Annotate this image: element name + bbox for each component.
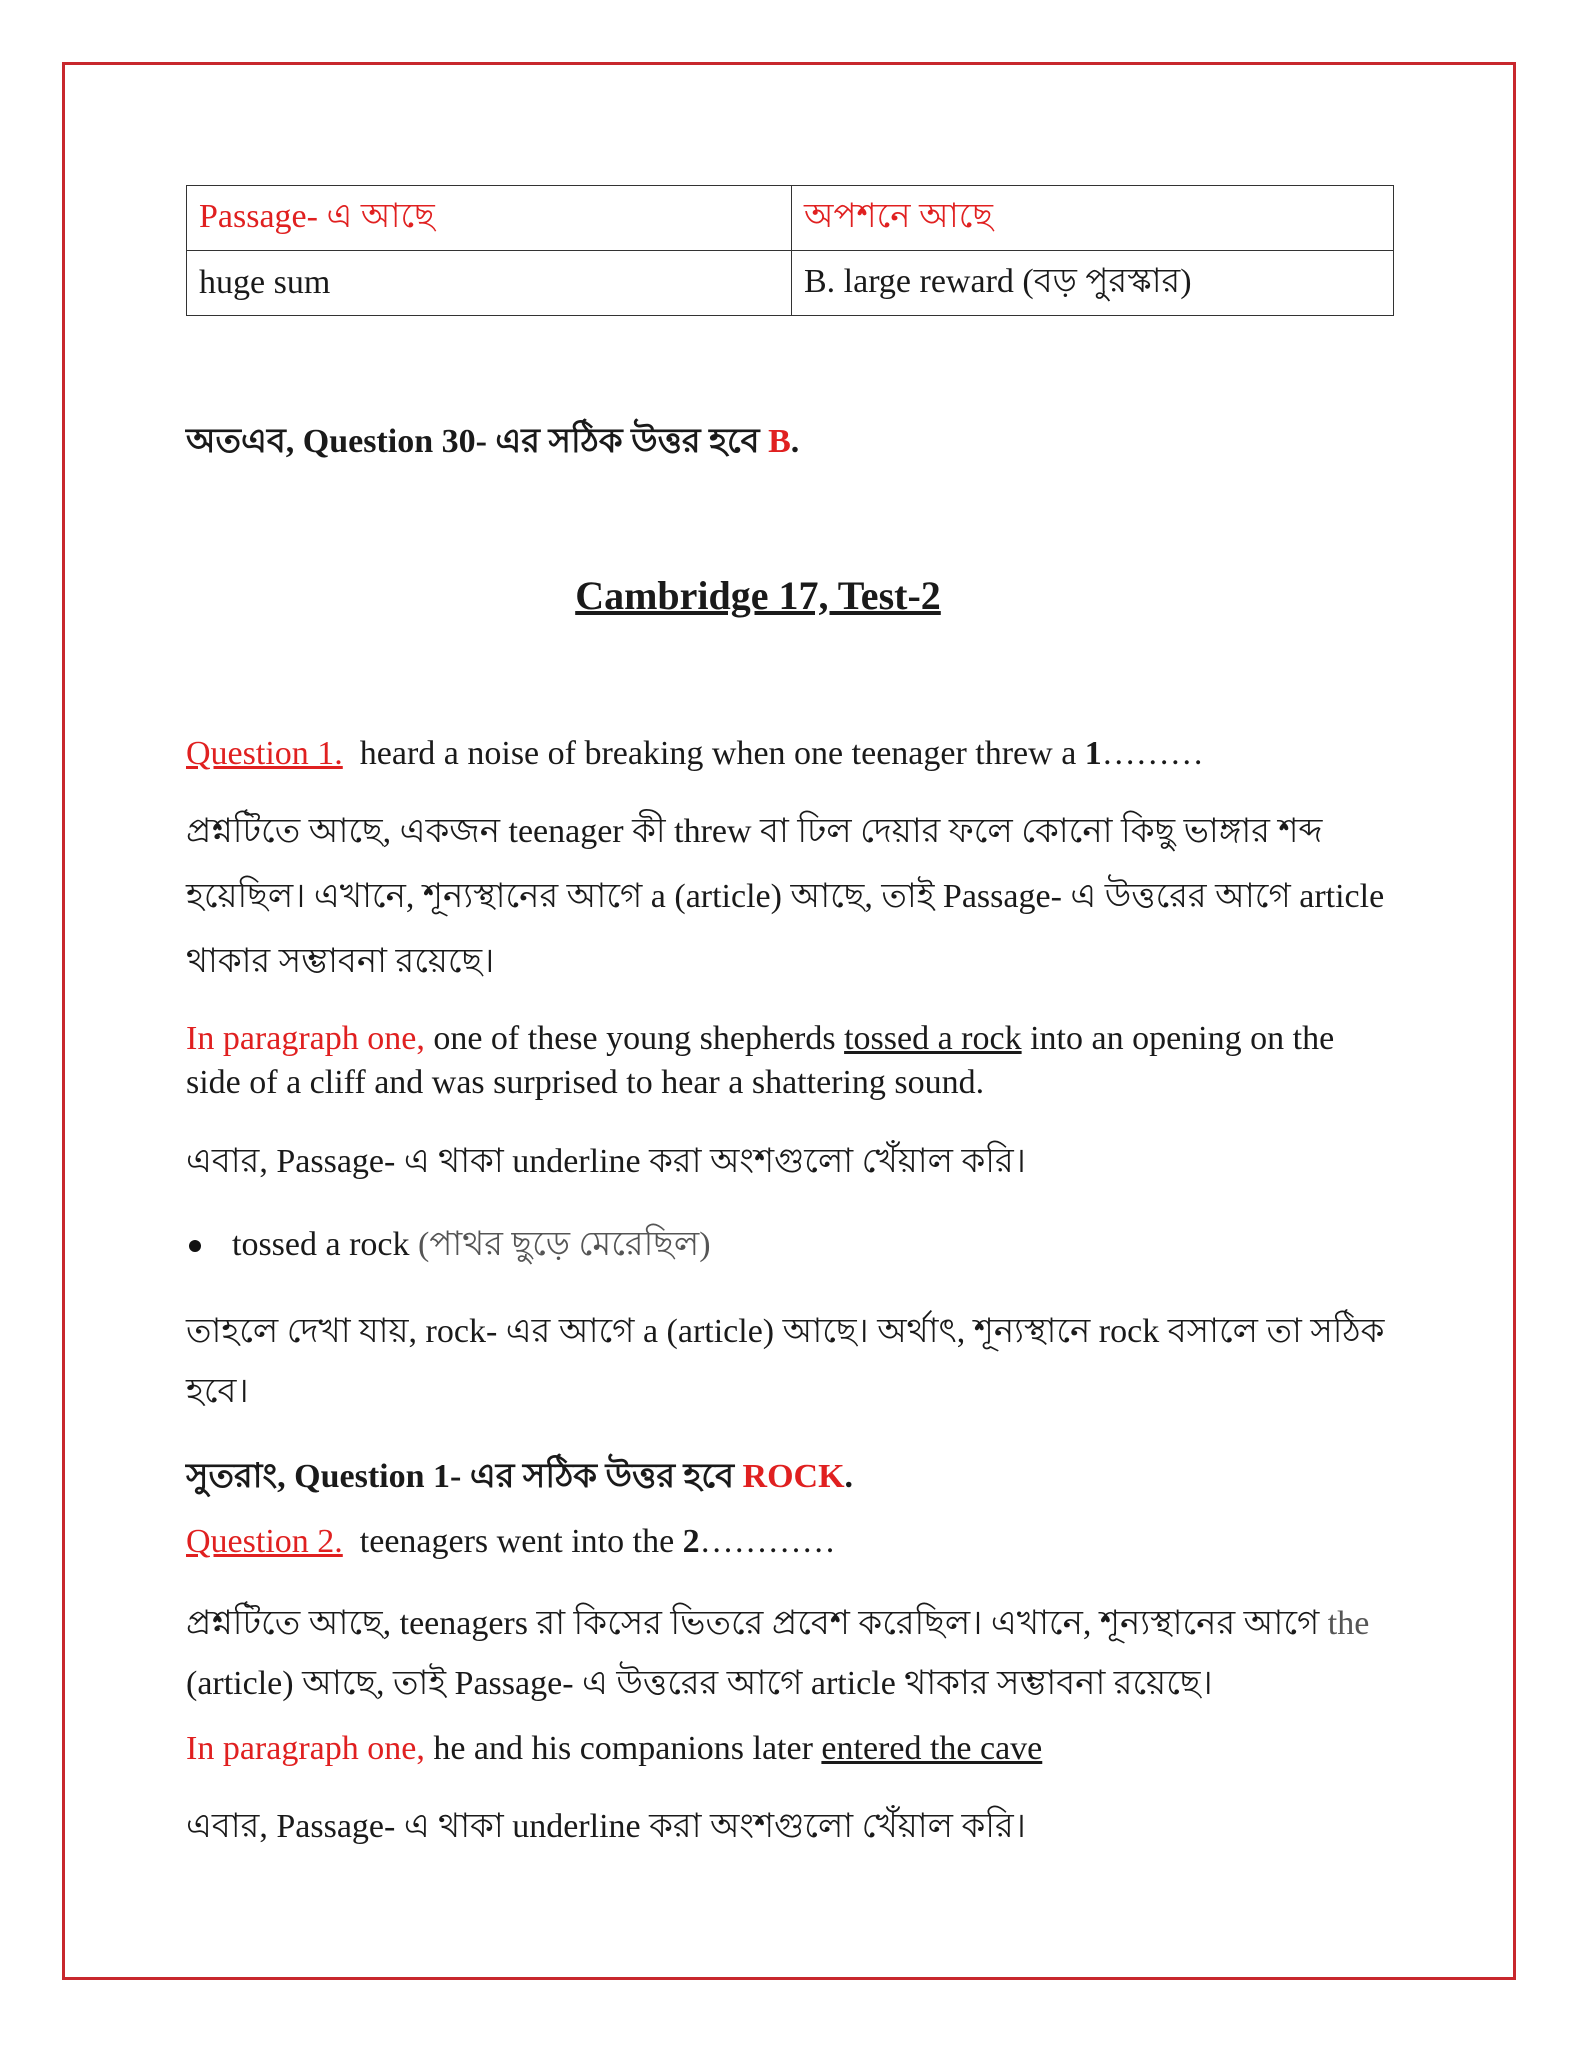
q1-text: heard a noise of breaking when one teenager threw a [359,735,1085,772]
q2-dots: ………… [699,1523,836,1560]
q1-explain-line1: প্রশ্নটিতে আছে, একজন teenager কী threw বা ঢিল দেয়ার ফলে কোনো কিছু ভাঙ্গার শব্দ [186,813,1323,850]
table-cell-passage: huge sum [187,251,792,316]
table-row [187,251,1394,316]
q1-quote-underlined: tossed a rock [844,1020,1022,1057]
q1-passage-quote [186,1017,1386,1105]
q1-explain-line2: হয়েছিল। এখানে, শূন্যস্থানের আগে a (article) আছে, তাই Passage- এ উত্তরের আগে article [186,878,1385,915]
q2-explain-line2: (article) আছে, তাই Passage- এ উত্তরের আগে article থাকার সম্ভাবনা রয়েছে। [186,1665,1213,1702]
comparison-table [186,185,1394,316]
q1-answer-prefix: সুতরাং, Question 1- এর সঠিক উত্তর হবে [186,1458,743,1495]
q2-label: Question 2. [186,1523,343,1560]
q1-blank-number: 1 [1084,735,1102,772]
q2-quote-pre: he and his companions later [424,1730,822,1767]
answer-30-prefix: অতএব, Question 30- এর সঠিক উত্তর হবে [186,423,769,460]
q2-passage-quote [186,1730,1042,1768]
q1-explain-line3: থাকার সম্ভাবনা রয়েছে। [186,943,495,980]
q1-answer-suffix: . [844,1458,854,1495]
bullet-icon [189,1240,201,1252]
q1-bullet-en: tossed a rock [232,1226,419,1263]
table-header-passage: Passage- এ আছে [187,186,792,251]
q1-answer-line [186,1450,853,1507]
q2-explain-line1 [186,1597,1369,1654]
q2-explain-text: প্রশ্নটিতে আছে, teenagers রা কিসের ভিতরে প্রবেশ করেছিল। এখানে, শূন্যস্থানের আগে [186,1605,1328,1642]
section-title: Cambridge 17, Test-2 [575,573,941,618]
q2-paragraph-label: In paragraph one, [186,1730,425,1767]
answer-30-value: B [768,423,791,460]
q1-dots: ……… [1101,735,1204,772]
q1-quote-pre: one of these young shepherds [424,1020,845,1057]
q2-notice: এবার, Passage- এ থাকা underline করা অংশগুলো খেঁয়াল করি। [186,1808,1026,1845]
answer-30-suffix: . [790,423,800,460]
q2-text: teenagers went into the [359,1523,683,1560]
table-header-row [187,186,1394,251]
table-header-options: অপশনে আছে [792,186,1394,251]
q1-answer-value: ROCK [742,1458,845,1495]
q2-blank-number: 2 [682,1523,700,1560]
table-cell-option: B. large reward (বড় পুরস্কার) [792,251,1394,316]
q2-quote-underlined: entered the cave [821,1730,1043,1767]
q1-paragraph-label: In paragraph one, [186,1020,425,1057]
q2-prompt [186,1523,836,1561]
q1-bullet-item [232,1218,711,1275]
q1-prompt [186,735,1204,773]
q1-bullet-bn: (পাথর ছুড়ে মেরেছিল) [418,1226,711,1263]
q1-notice: এবার, Passage- এ থাকা underline করা অংশগুলো খেঁয়াল করি। [186,1143,1026,1180]
q1-conclude-line2: হবে। [186,1373,249,1410]
q1-label: Question 1. [186,735,343,772]
q1-conclude-line1: তাহলে দেখা যায়, rock- এর আগে a (article) আছে। অর্থাৎ, শূন্যস্থানে rock বসালে তা সঠিক [186,1313,1385,1350]
q1-quote-post: into an opening on the side of a cliff and was surprised to hear a shattering sound. [186,1020,1335,1101]
answer-30-line [186,415,799,472]
q2-explain-the: the [1327,1605,1370,1642]
